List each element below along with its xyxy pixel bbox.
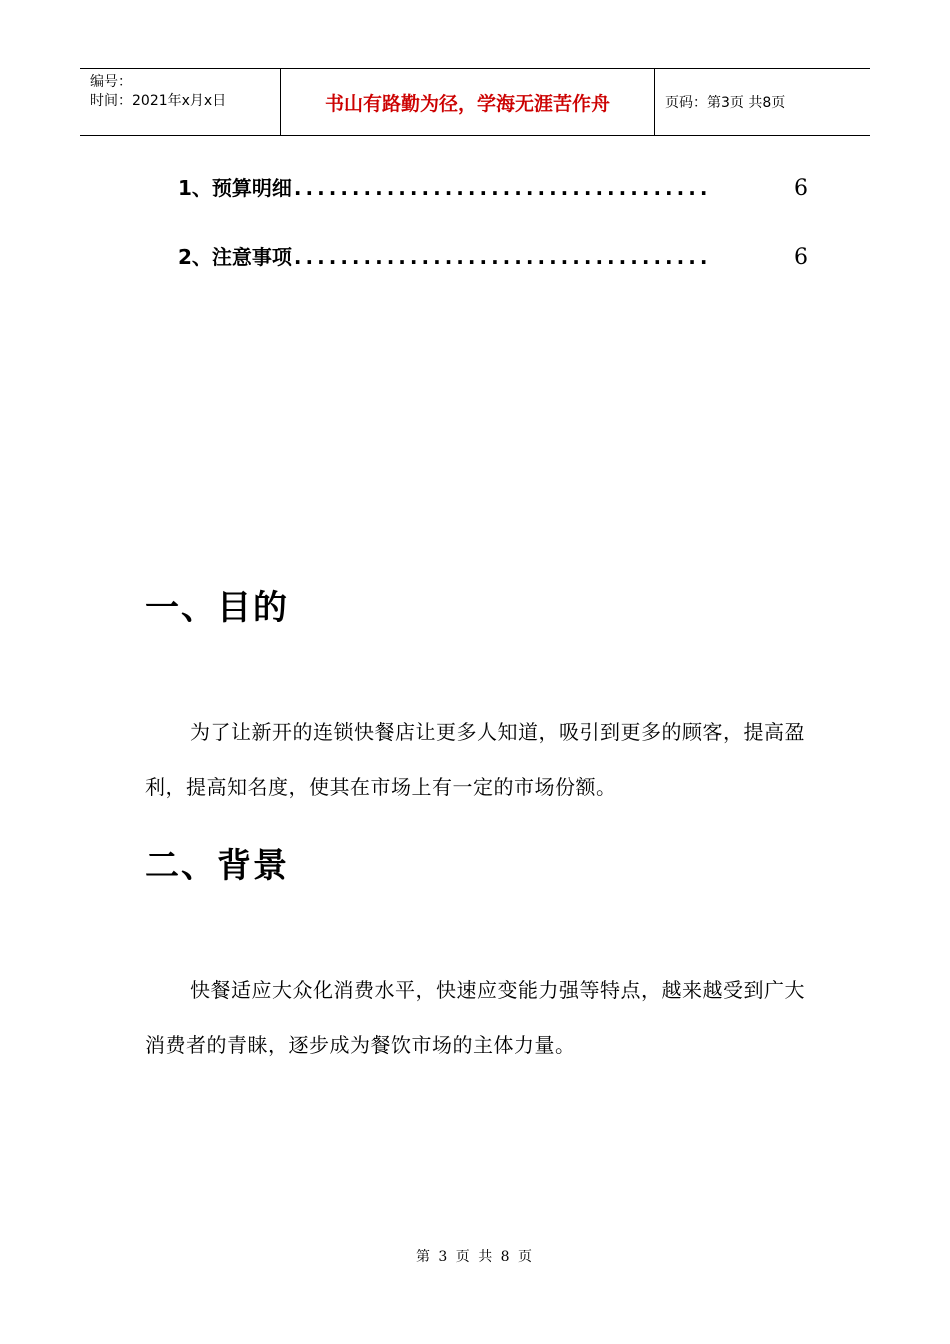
toc-entry-leader: .................................... [293,176,712,200]
header-number-label: 编号： [90,74,132,90]
toc-entry-leader: .................................... [293,245,712,269]
section-paragraph: 快餐适应大众化消费水平，快速应变能力强等特点，越来越受到广大消费者的青睐，逐步成为餐饮市场的主体力量。 [145,978,805,1057]
header-time-label: 时间：2021年x月x日 [90,93,227,109]
toc-entry [178,241,808,270]
section-paragraph: 为了让新开的连锁快餐店让更多人知道，吸引到更多的顾客，提高盈利，提高知名度，使其在市场上有一定的市场份额。 [145,720,805,799]
header-meta [80,69,281,135]
header-page-info: 页码：第3页 共8页 [665,95,786,111]
toc-entry-page: 6 [794,176,808,201]
section-title: 二、背景 [145,846,289,886]
page-header [80,68,870,136]
toc-entry-label: 2、注意事项 [178,245,292,269]
section-title: 一、目的 [145,588,289,628]
toc-entry-page: 6 [794,245,808,270]
header-motto: 书山有路勤为径，学海无涯苦作舟 [281,69,655,135]
toc-entry-label: 1、预算明细 [178,176,292,200]
toc-entry [178,172,808,201]
page-footer: 第 3 页 共 8 页 [415,1249,535,1265]
